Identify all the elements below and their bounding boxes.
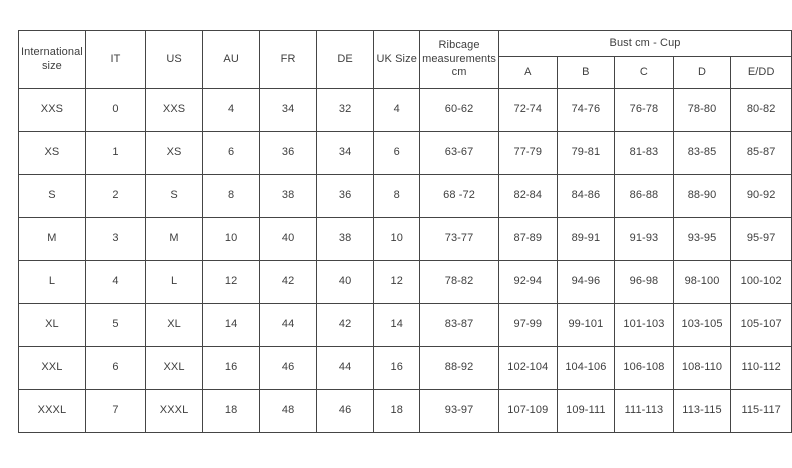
table-cell: 84-86 [557, 175, 615, 218]
table-cell: 74-76 [557, 89, 615, 132]
table-cell: 100-102 [731, 261, 792, 304]
table-cell: 88-92 [420, 347, 499, 390]
table-cell: 4 [85, 261, 145, 304]
table-cell: 107-109 [499, 390, 558, 433]
size-chart-table [18, 30, 792, 433]
table-row [19, 218, 792, 261]
table-cell: 83-87 [420, 304, 499, 347]
table-cell: 103-105 [673, 304, 731, 347]
table-cell: S [146, 175, 203, 218]
table-cell: 16 [374, 347, 420, 390]
table-cell: 78-82 [420, 261, 499, 304]
table-cell: 42 [316, 304, 373, 347]
table-cell: 93-95 [673, 218, 731, 261]
table-cell: 89-91 [557, 218, 615, 261]
table-cell: 101-103 [615, 304, 674, 347]
table-cell: 36 [316, 175, 373, 218]
header-au: AU [202, 31, 259, 89]
header-cup-c: C [615, 57, 674, 89]
table-cell: XXXL [19, 390, 86, 433]
header-cup-a: A [499, 57, 558, 89]
table-cell: 76-78 [615, 89, 674, 132]
table-cell: 60-62 [420, 89, 499, 132]
table-cell: 90-92 [731, 175, 792, 218]
table-cell: 34 [260, 89, 316, 132]
header-us: US [146, 31, 203, 89]
table-row [19, 261, 792, 304]
table-cell: 1 [85, 132, 145, 175]
table-cell: 93-97 [420, 390, 499, 433]
table-cell: 72-74 [499, 89, 558, 132]
table-cell: 82-84 [499, 175, 558, 218]
table-row [19, 304, 792, 347]
header-de: DE [316, 31, 373, 89]
table-cell: 2 [85, 175, 145, 218]
table-cell: 44 [260, 304, 316, 347]
size-table-body [19, 89, 792, 433]
table-cell: L [146, 261, 203, 304]
table-cell: 12 [202, 261, 259, 304]
table-cell: 16 [202, 347, 259, 390]
table-cell: 80-82 [731, 89, 792, 132]
table-cell: 4 [202, 89, 259, 132]
table-cell: 12 [374, 261, 420, 304]
table-cell: 14 [202, 304, 259, 347]
table-cell: 111-113 [615, 390, 674, 433]
table-cell: 44 [316, 347, 373, 390]
table-cell: 8 [374, 175, 420, 218]
table-cell: XL [146, 304, 203, 347]
table-cell: 7 [85, 390, 145, 433]
table-cell: 110-112 [731, 347, 792, 390]
header-fr: FR [260, 31, 316, 89]
table-cell: 87-89 [499, 218, 558, 261]
table-cell: 4 [374, 89, 420, 132]
table-cell: XXL [146, 347, 203, 390]
table-cell: 38 [260, 175, 316, 218]
header-cup-edd: E/DD [731, 57, 792, 89]
table-cell: 104-106 [557, 347, 615, 390]
table-cell: 18 [374, 390, 420, 433]
table-cell: 6 [202, 132, 259, 175]
table-cell: 10 [202, 218, 259, 261]
table-cell: 63-67 [420, 132, 499, 175]
header-international-size: International size [19, 31, 86, 89]
header-row-top [19, 31, 792, 57]
table-cell: 95-97 [731, 218, 792, 261]
table-cell: 73-77 [420, 218, 499, 261]
header-cup-d: D [673, 57, 731, 89]
table-cell: M [19, 218, 86, 261]
table-cell: XXS [19, 89, 86, 132]
table-cell: 0 [85, 89, 145, 132]
table-cell: S [19, 175, 86, 218]
table-cell: 14 [374, 304, 420, 347]
table-cell: 79-81 [557, 132, 615, 175]
table-cell: 109-111 [557, 390, 615, 433]
table-cell: 38 [316, 218, 373, 261]
table-cell: 8 [202, 175, 259, 218]
table-cell: XXXL [146, 390, 203, 433]
table-cell: 34 [316, 132, 373, 175]
table-cell: 106-108 [615, 347, 674, 390]
table-cell: 105-107 [731, 304, 792, 347]
table-cell: XXL [19, 347, 86, 390]
table-cell: 32 [316, 89, 373, 132]
table-cell: L [19, 261, 86, 304]
header-ribcage-measurements: Ribcage measurements cm [420, 31, 499, 89]
table-cell: 94-96 [557, 261, 615, 304]
header-bust-cm-cup-group: Bust cm - Cup [499, 31, 792, 57]
table-cell: 78-80 [673, 89, 731, 132]
table-cell: XS [19, 132, 86, 175]
table-cell: 77-79 [499, 132, 558, 175]
table-cell: M [146, 218, 203, 261]
table-cell: 36 [260, 132, 316, 175]
table-cell: 99-101 [557, 304, 615, 347]
table-cell: 6 [85, 347, 145, 390]
table-cell: 68 -72 [420, 175, 499, 218]
table-cell: 40 [260, 218, 316, 261]
table-cell: 96-98 [615, 261, 674, 304]
table-row [19, 89, 792, 132]
table-cell: 81-83 [615, 132, 674, 175]
table-cell: 86-88 [615, 175, 674, 218]
table-cell: XL [19, 304, 86, 347]
table-cell: 46 [260, 347, 316, 390]
table-cell: 97-99 [499, 304, 558, 347]
table-cell: 5 [85, 304, 145, 347]
table-cell: 83-85 [673, 132, 731, 175]
table-header [19, 31, 792, 89]
header-cup-b: B [557, 57, 615, 89]
table-row [19, 132, 792, 175]
table-cell: 18 [202, 390, 259, 433]
table-cell: 108-110 [673, 347, 731, 390]
table-cell: 10 [374, 218, 420, 261]
table-cell: 92-94 [499, 261, 558, 304]
table-cell: 115-117 [731, 390, 792, 433]
table-cell: 40 [316, 261, 373, 304]
header-it: IT [85, 31, 145, 89]
header-uk-size: UK Size [374, 31, 420, 89]
table-cell: XXS [146, 89, 203, 132]
table-row [19, 390, 792, 433]
table-cell: 88-90 [673, 175, 731, 218]
table-cell: 85-87 [731, 132, 792, 175]
table-cell: 48 [260, 390, 316, 433]
table-cell: 42 [260, 261, 316, 304]
table-row [19, 175, 792, 218]
table-row [19, 347, 792, 390]
table-cell: 98-100 [673, 261, 731, 304]
table-cell: 3 [85, 218, 145, 261]
table-cell: 102-104 [499, 347, 558, 390]
table-cell: 91-93 [615, 218, 674, 261]
table-cell: 6 [374, 132, 420, 175]
size-chart-container [18, 30, 792, 433]
table-cell: 113-115 [673, 390, 731, 433]
table-cell: XS [146, 132, 203, 175]
table-cell: 46 [316, 390, 373, 433]
